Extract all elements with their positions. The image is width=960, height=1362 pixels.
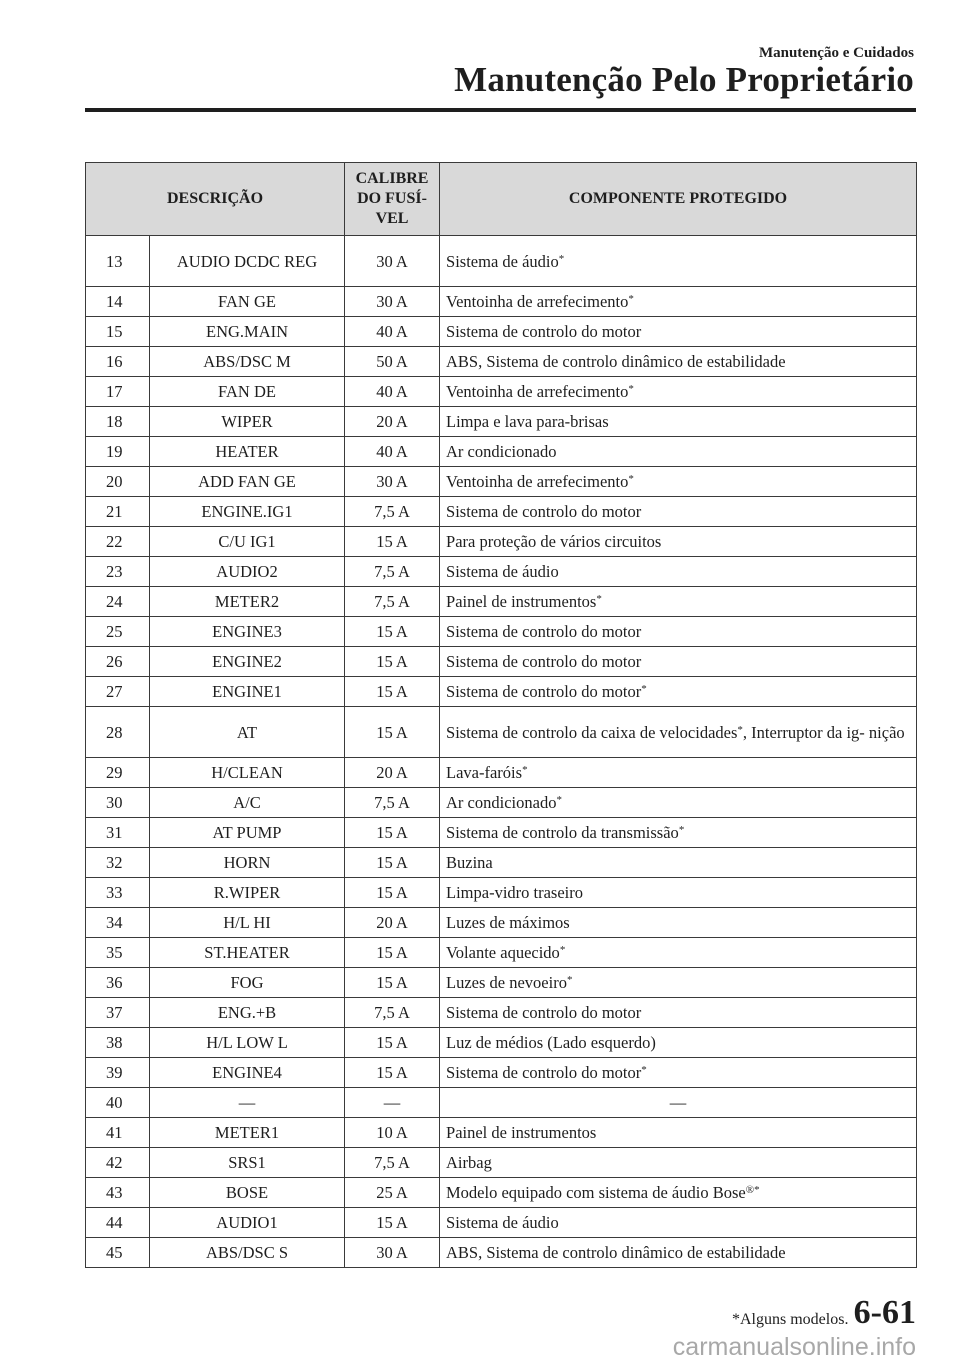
footnote-marker: * [566,974,573,986]
protected-component [440,647,917,677]
footnote-marker: * [641,1064,647,1076]
protected-component [440,317,917,347]
fuse-rating: 40 A [345,317,440,347]
footnote-marker: * [558,252,565,265]
component-text-continued: , Interruptor da ig- nição [742,722,905,742]
table-row [86,377,917,407]
component-text: ABS, Sistema de controlo dinâmico de estabilidade [446,1243,786,1262]
protected-component [440,1148,917,1178]
fuse-rating: 15 A [345,647,440,677]
component-text: Sistema de controlo do motor [446,322,642,341]
column-header-rating: CALIBRE DO FUSÍ- VEL [345,163,440,236]
fuse-number: 28 [86,707,150,758]
table-row [86,707,917,758]
fuse-rating: 15 A [345,878,440,908]
fuse-rating: 20 A [345,758,440,788]
fuse-description: H/L LOW L [150,1028,345,1058]
table-row [86,437,917,467]
fuse-number: 39 [86,1058,150,1088]
fuse-rating: 40 A [345,377,440,407]
fuse-number: 31 [86,818,150,848]
protected-component [440,1118,917,1148]
table-row [86,236,917,287]
footnote-marker: ®* [745,1184,760,1196]
fuse-description: ABS/DSC S [150,1238,345,1268]
component-text: Lava-faróis [446,763,523,782]
fuse-description: H/CLEAN [150,758,345,788]
fuse-number: 38 [86,1028,150,1058]
fuse-description: AUDIO1 [150,1208,345,1238]
fuse-rating: 40 A [345,437,440,467]
protected-component [440,1028,917,1058]
fuse-number: 29 [86,758,150,788]
component-text: Sistema de áudio [446,562,559,581]
protected-component [440,788,917,818]
fuse-number: 42 [86,1148,150,1178]
fuse-rating: 15 A [345,1208,440,1238]
component-text: — [669,1093,687,1112]
fuse-rating: 7,5 A [345,557,440,587]
fuse-number: 36 [86,968,150,998]
fuse-rating: 15 A [345,1028,440,1058]
protected-component [440,236,917,287]
component-text: Sistema de áudio [446,1213,559,1232]
fuse-rating: — [345,1088,440,1118]
fuse-description: BOSE [150,1178,345,1208]
fuse-rating: 7,5 A [345,998,440,1028]
protected-component [440,908,917,938]
table-row [86,1148,917,1178]
table-row [86,347,917,377]
protected-component [440,527,917,557]
component-text: Luzes de máximos [446,913,570,932]
component-text: Ar condicionado [446,793,557,812]
fuse-description: ENGINE2 [150,647,345,677]
page-number: 6-61 [853,1294,916,1331]
table-row [86,878,917,908]
fuse-description: WIPER [150,407,345,437]
table-row [86,998,917,1028]
fuse-description: AT [150,707,345,758]
table-row [86,1178,917,1208]
component-text: Volante aquecido [446,943,560,962]
table-header-row [86,163,917,236]
fuse-number: 35 [86,938,150,968]
component-text: Sistema de controlo do motor [446,1063,642,1082]
component-text: Para proteção de vários circuitos [446,532,662,551]
fuse-description: ADD FAN GE [150,467,345,497]
fuse-number: 18 [86,407,150,437]
fuse-description: A/C [150,788,345,818]
fuse-description: — [150,1088,345,1118]
fuse-description: ENGINE4 [150,1058,345,1088]
fuse-number: 14 [86,287,150,317]
protected-component [440,938,917,968]
fuse-description: AUDIO DCDC REG [150,236,345,287]
protected-component [440,758,917,788]
fuse-number: 23 [86,557,150,587]
column-header-description: DESCRIÇÃO [86,163,345,236]
protected-component [440,998,917,1028]
fuse-rating: 15 A [345,848,440,878]
fuse-description: ENGINE.IG1 [150,497,345,527]
fuse-number: 43 [86,1178,150,1208]
protected-component [440,1058,917,1088]
fuse-description: ENGINE1 [150,677,345,707]
fuse-description: METER1 [150,1118,345,1148]
fuse-rating: 20 A [345,407,440,437]
table-row [86,1028,917,1058]
fuse-rating: 10 A [345,1118,440,1148]
table-row [86,848,917,878]
table-row [86,1238,917,1268]
component-text: Luz de médios (Lado esquerdo) [446,1033,656,1052]
table-row [86,968,917,998]
fuse-rating: 15 A [345,1058,440,1088]
fuse-number: 21 [86,497,150,527]
table-row [86,407,917,437]
component-text: Limpa e lava para-brisas [446,412,609,431]
table-row [86,467,917,497]
footnote: *Alguns modelos. [732,1311,849,1328]
component-text: Luzes de nevoeiro [446,973,567,992]
fuse-rating: 50 A [345,347,440,377]
table-row [86,938,917,968]
footnote-marker: * [596,593,602,605]
fuse-table [85,162,917,1268]
protected-component [440,407,917,437]
component-text: Ar condicionado [446,442,557,461]
fuse-number: 32 [86,848,150,878]
component-text: Airbag [446,1153,492,1172]
fuse-number: 16 [86,347,150,377]
table-row [86,617,917,647]
component-text: Sistema de controlo do motor [446,502,642,521]
protected-component [440,587,917,617]
page-title: Manutenção Pelo Proprietário [454,60,914,99]
protected-component [440,467,917,497]
fuse-description: FAN DE [150,377,345,407]
fuse-description: AT PUMP [150,818,345,848]
footnote-marker: * [522,764,528,776]
component-text: Modelo equipado com sistema de áudio Bose [446,1183,746,1202]
fuse-description: FOG [150,968,345,998]
fuse-description: C/U IG1 [150,527,345,557]
footnote-marker: * [678,824,685,836]
fuse-number: 15 [86,317,150,347]
fuse-rating: 7,5 A [345,788,440,818]
fuse-number: 34 [86,908,150,938]
fuse-number: 25 [86,617,150,647]
fuse-rating: 30 A [345,236,440,287]
fuse-description: ENG.+B [150,998,345,1028]
component-text: Sistema de controlo do motor [446,682,642,701]
component-text: Sistema de controlo da caixa de velocidades [446,722,738,742]
fuse-description: AUDIO2 [150,557,345,587]
table-row [86,647,917,677]
table-row [86,1208,917,1238]
table-row [86,587,917,617]
fuse-number: 27 [86,677,150,707]
fuse-rating: 15 A [345,818,440,848]
table-row [86,317,917,347]
protected-component [440,818,917,848]
component-text: Sistema de controlo do motor [446,1003,642,1022]
fuse-description: H/L HI [150,908,345,938]
table-row [86,527,917,557]
protected-component [440,1178,917,1208]
fuse-number: 20 [86,467,150,497]
fuse-rating: 15 A [345,938,440,968]
fuse-rating: 30 A [345,287,440,317]
fuse-rating: 15 A [345,707,440,758]
fuse-number: 30 [86,788,150,818]
protected-component [440,287,917,317]
fuse-number: 33 [86,878,150,908]
fuse-description: FAN GE [150,287,345,317]
fuse-number: 24 [86,587,150,617]
fuse-description: HEATER [150,437,345,467]
fuse-description: ENGINE3 [150,617,345,647]
protected-component [440,557,917,587]
fuse-number: 40 [86,1088,150,1118]
fuse-rating: 15 A [345,617,440,647]
footnote-marker: * [628,473,634,485]
fuse-rating: 30 A [345,467,440,497]
fuse-description: HORN [150,848,345,878]
protected-component [440,878,917,908]
table-row [86,1058,917,1088]
fuse-rating: 25 A [345,1178,440,1208]
fuse-number: 13 [86,236,150,287]
component-text: Sistema de áudio [446,251,559,271]
protected-component [440,437,917,467]
fuse-description: R.WIPER [150,878,345,908]
fuse-description: ENG.MAIN [150,317,345,347]
table-row [86,677,917,707]
footnote-marker: * [641,683,647,695]
fuse-number: 44 [86,1208,150,1238]
component-text: Buzina [446,853,493,872]
fuse-rating: 20 A [345,908,440,938]
table-row [86,1118,917,1148]
fuse-description: METER2 [150,587,345,617]
protected-component [440,848,917,878]
footnote-marker: * [628,293,634,305]
fuse-number: 41 [86,1118,150,1148]
fuse-rating: 30 A [345,1238,440,1268]
fuse-rating: 7,5 A [345,587,440,617]
footnote-marker: * [628,383,634,395]
fuse-description: ST.HEATER [150,938,345,968]
protected-component [440,707,917,758]
protected-component [440,347,917,377]
table-row [86,758,917,788]
fuse-description: ABS/DSC M [150,347,345,377]
watermark: carmanualsonline.info [672,1333,916,1361]
protected-component [440,1088,917,1118]
section-subtitle: Manutenção e Cuidados [758,45,914,61]
protected-component [440,1238,917,1268]
table-row [86,818,917,848]
table-row [86,788,917,818]
table-row [86,1088,917,1118]
component-text: Ventoinha de arrefecimento [446,472,629,491]
protected-component [440,497,917,527]
fuse-number: 37 [86,998,150,1028]
component-text: Sistema de controlo do motor [446,652,642,671]
fuse-description: SRS1 [150,1148,345,1178]
table-row [86,497,917,527]
component-text: Sistema de controlo do motor [446,622,642,641]
fuse-rating: 15 A [345,968,440,998]
component-text: Sistema de controlo da transmissão [446,823,679,842]
footnote-marker: * [737,723,743,736]
protected-component [440,377,917,407]
fuse-rating: 7,5 A [345,497,440,527]
protected-component [440,968,917,998]
fuse-number: 19 [86,437,150,467]
protected-component [440,1208,917,1238]
protected-component [440,617,917,647]
fuse-rating: 15 A [345,527,440,557]
component-text: Ventoinha de arrefecimento [446,382,629,401]
component-text: Painel de instrumentos [446,592,597,611]
table-row [86,557,917,587]
component-text: Limpa-vidro traseiro [446,883,584,902]
table-row [86,908,917,938]
title-rule [85,108,916,112]
fuse-rating: 7,5 A [345,1148,440,1178]
column-header-component: COMPONENTE PROTEGIDO [440,163,917,236]
footnote-marker: * [556,794,562,806]
component-text: ABS, Sistema de controlo dinâmico de estabilidade [446,352,786,371]
fuse-number: 22 [86,527,150,557]
fuse-number: 26 [86,647,150,677]
protected-component [440,677,917,707]
table-row [86,287,917,317]
footnote-marker: * [559,944,566,956]
fuse-number: 17 [86,377,150,407]
component-text: Ventoinha de arrefecimento [446,292,629,311]
fuse-rating: 15 A [345,677,440,707]
component-text: Painel de instrumentos [446,1123,597,1142]
fuse-number: 45 [86,1238,150,1268]
fuse-table-body [86,236,917,1268]
